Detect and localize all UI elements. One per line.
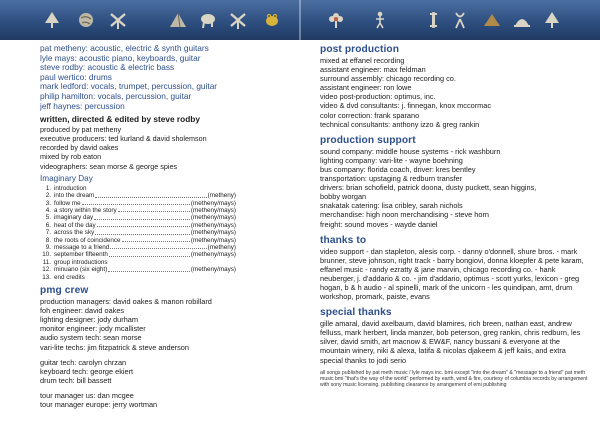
crossing-sign-icon	[108, 10, 128, 30]
track-row	[40, 192, 236, 199]
special-thanks-text: gille amaral, david axelbaum, david blamires, rich breen, nathan east, andrew felluss, mark herbert, linda manzer, bob peterson, greg rankin, chris redburn, les silver, david smith, art macnow & EW&F, nancy bussani & everyone at the mountain winery, niki & alexa, latifa & nicolas djakeem & jeff kaiis, and extra special thanks to jodi serio	[320, 319, 581, 365]
post-production-list	[320, 56, 590, 129]
track-number: 3.	[45, 199, 51, 207]
crew-credit: vari-lite techs: jim fitzpatrick & steve anderson	[40, 342, 189, 352]
track-row	[40, 266, 236, 273]
crew-credit: lighting designer: jody durham	[40, 315, 138, 325]
track-number: 4.	[45, 206, 51, 214]
track-row	[40, 237, 236, 244]
support-credit: freight: sound moves - wayde daniel	[320, 219, 438, 229]
written-directed-credit: written, directed & edited by steve rodby	[40, 114, 200, 125]
tech-credit: guitar tech: carolyn chrzan	[40, 357, 127, 367]
ribbon-icon	[450, 10, 470, 30]
track-row	[40, 274, 236, 281]
tech-credit: keyboard tech: george ekiert	[40, 366, 134, 376]
track-number: 6.	[45, 221, 51, 229]
production-credit: mixed by rob eaton	[40, 152, 102, 162]
pyramid-icon	[168, 10, 188, 30]
dot-leader	[110, 244, 206, 249]
track-row	[40, 222, 236, 229]
post-credit: color correction: frank sparano	[320, 110, 420, 120]
thanks-text: video support - dan stapleton, alesis corp. - danny o'donnell, shure bros. - mark brunner, steve johnson, right track - barry bongiovi, donna kloepfer & pete karam, effanel music - randy ezratty & jane marvin, chicago recording co. - hank neuberger, j. d'addario & co. - jim d'addario, optimus - scott yurks, lexicon - greg hogan, b & h audio - al spinelli, mark of the unicorn - les quindipan, amt, drum workshop, promark, paiste, evans	[320, 246, 584, 302]
crew-credit: monitor engineer: jody mcallister	[40, 324, 146, 334]
production-credit: recorded by david oakes	[40, 143, 119, 153]
production-credit: executive producers: ted kurland & david sholemson	[40, 133, 207, 143]
track-row	[40, 251, 236, 258]
production-credits	[40, 125, 290, 171]
track-number: 13.	[42, 273, 51, 281]
dot-leader	[108, 266, 190, 271]
band-member: pat metheny: acoustic, electric & synth guitars	[40, 43, 209, 53]
track-title: group introductions	[54, 258, 108, 266]
support-credit: sound company: middle house systems - rick washburn	[320, 146, 501, 156]
track-row	[40, 229, 236, 236]
track-title: end credits	[54, 273, 85, 281]
track-number: 5.	[45, 214, 51, 222]
elephant-icon	[198, 10, 218, 30]
tech-list	[40, 358, 290, 385]
dot-leader	[109, 251, 190, 256]
track-title: across the sky	[54, 229, 95, 237]
track-title: the roots of coincidence	[54, 236, 121, 244]
bird-icon	[424, 10, 444, 30]
production-support-list	[320, 147, 590, 229]
band-member: jeff haynes: percussion	[40, 100, 125, 111]
track-writer: (metheny/mays)	[190, 199, 236, 207]
support-credit: bus company: florida coach, driver: kres bentley	[320, 164, 476, 174]
track-title: follow me	[54, 199, 81, 207]
band-member: steve rodby: acoustic & electric bass	[40, 62, 175, 73]
production-support-heading: production support	[320, 134, 416, 146]
support-credit: drivers: brian schofield, patrick doona, dusty puckett, sean higgins,	[320, 183, 537, 193]
crew-credit: production managers: david oakes & manon robillard	[40, 297, 212, 307]
dot-leader	[82, 200, 190, 205]
pyramid-icon	[482, 10, 502, 30]
right-page	[320, 44, 590, 388]
post-production-heading: post production	[320, 44, 400, 55]
crew-credit: foh engineer: david oakes	[40, 306, 125, 316]
post-credit: assistant engineer: max feldman	[320, 65, 426, 75]
support-credit: lighting company: vari-lite - wayne boehning	[320, 155, 463, 165]
track-title: minuano (six eight)	[54, 266, 108, 274]
track-row	[40, 185, 236, 192]
publishing-fine-print: all songs published by pat meth music / lyle mays inc. bmi except "into the dream" & "message to a friend" pat meth music bmi "that's the way of the world" performed by earth, wind & fire, courtesy of columbia records by arrangement with sony music licensing. publishing clearance by arrangement of emi publishing	[320, 369, 588, 388]
crew-list	[40, 297, 290, 352]
track-title: message to a friend	[54, 244, 110, 252]
flower-icon	[326, 10, 346, 30]
track-number: 2.	[45, 192, 51, 200]
support-credit: snakatak catering: lisa cribley, sarah nichols	[320, 201, 463, 211]
frog-icon	[262, 10, 282, 30]
header-banner	[0, 0, 600, 40]
crossing-sign-icon	[228, 10, 248, 30]
band-member: mark ledford: vocals, trumpet, percussion, guitar	[40, 81, 218, 92]
dot-leader	[95, 192, 206, 197]
track-writer: (metheny/mays)	[190, 236, 236, 244]
track-writer: (metheny/mays)	[190, 214, 236, 222]
post-credit: mixed at effanel recording	[320, 56, 405, 65]
track-title: into the dream	[54, 192, 95, 200]
band-members	[40, 44, 290, 111]
support-credit: transportation: upstaging & redburn transfer	[320, 174, 463, 184]
track-writer: (metheny/mays)	[190, 206, 236, 214]
track-title: a story within the story	[54, 206, 117, 214]
track-title: september fifteenth	[54, 251, 108, 259]
track-number: 8.	[45, 236, 51, 244]
page-fold	[299, 0, 301, 40]
track-number: 9.	[45, 244, 51, 252]
crew-credit: audio system tech: sean morse	[40, 333, 142, 343]
band-member: lyle mays: acoustic piano, keyboards, guitar	[40, 52, 201, 63]
dot-leader	[122, 237, 190, 242]
track-title: introduction	[54, 184, 87, 192]
track-row	[40, 244, 236, 251]
dot-leader	[95, 229, 190, 234]
track-writer: (metheny)	[207, 192, 236, 200]
track-writer: (metheny/mays)	[190, 221, 236, 229]
post-credit: video & dvd consultants: j. finnegan, knox mccormac	[320, 101, 492, 111]
track-row	[40, 259, 236, 266]
tree-icon	[42, 10, 62, 30]
album-title: Imaginary Day	[40, 173, 93, 183]
tour-credit: tour manager europe: jerry wortman	[40, 399, 158, 409]
track-writer: (metheny/mays)	[190, 251, 236, 259]
track-number: 11.	[42, 258, 51, 266]
track-title: heat of the day	[54, 221, 96, 229]
globe-icon	[76, 10, 96, 30]
track-writer: (metheny)	[207, 244, 236, 252]
thanks-heading: thanks to	[320, 234, 367, 246]
track-writer: (metheny/mays)	[190, 229, 236, 237]
dot-leader	[94, 214, 190, 219]
post-credit: surround assembly: chicago recording co.	[320, 74, 456, 84]
support-credit: bobby worgan	[320, 192, 367, 202]
left-page	[40, 44, 290, 409]
tech-credit: drum tech: bill bassett	[40, 375, 112, 385]
post-credit: technical consultants: anthony izzo & greg rankin	[320, 119, 480, 129]
tree-icon	[542, 10, 562, 30]
special-thanks-heading: special thanks	[320, 307, 392, 319]
production-credit: produced by pat metheny	[40, 124, 122, 134]
band-member: paul wertico: drums	[40, 71, 112, 82]
track-row	[40, 214, 236, 221]
tour-credit: tour manager us: dan mcgee	[40, 390, 134, 400]
post-credit: video post-production: optimus, inc.	[320, 92, 436, 102]
production-credit: videographers: sean morse & george spies	[40, 161, 178, 171]
crew-heading: pmg crew	[40, 285, 89, 297]
dome-icon	[512, 10, 532, 30]
dot-leader	[118, 207, 190, 212]
support-credit: merchandise: high noon merchandising - steve horn	[320, 210, 490, 220]
track-row	[40, 200, 236, 207]
track-list	[40, 185, 236, 281]
band-member: philip hamilton: vocals, percussion, guitar	[40, 90, 192, 101]
post-credit: assistant engineer: ron lowe	[320, 83, 412, 93]
track-title: imaginary day	[54, 214, 94, 222]
dot-leader	[97, 222, 190, 227]
track-number: 1.	[45, 184, 51, 192]
track-row	[40, 207, 236, 214]
track-number: 10.	[42, 251, 51, 259]
track-writer: (metheny/mays)	[190, 266, 236, 274]
track-number: 7.	[45, 229, 51, 237]
skeleton-icon	[370, 10, 390, 30]
tour-list	[40, 391, 290, 409]
track-number: 12.	[42, 266, 51, 274]
